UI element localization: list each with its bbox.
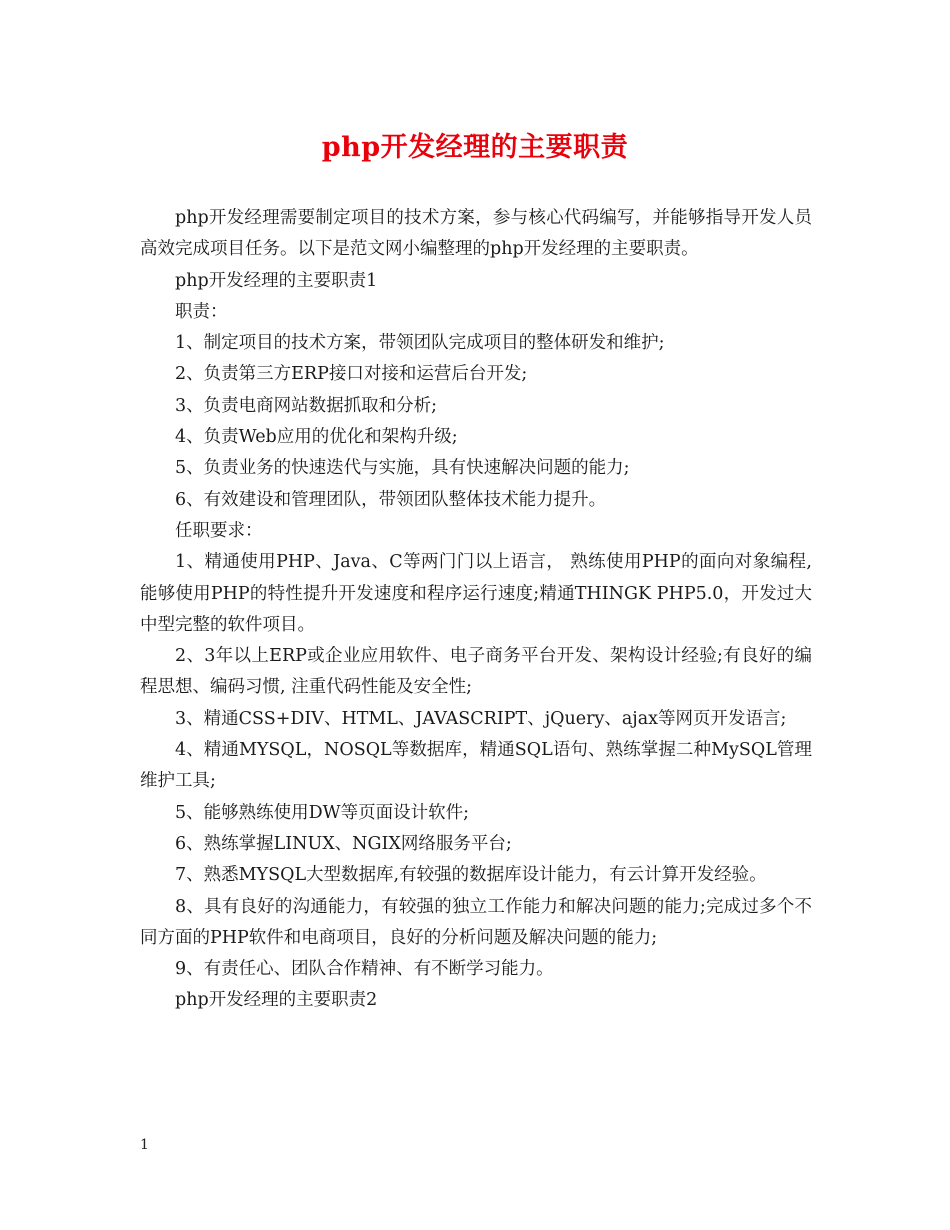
requirement-item: 7、熟悉MYSQL大型数据库,有较强的数据库设计能力，有云计算开发经验。 (175, 865, 767, 886)
requirement-item: 9、有责任心、团队合作精神、有不断学习能力。 (175, 959, 554, 980)
duty-item: 6、有效建设和管理团队，带领团队整体技术能力提升。 (175, 489, 607, 510)
requirement-item: 1、精通使用PHP、Java、C等两门门以上语言， 熟练使用PHP的面向对象编程, 能够使用PHP的特性提升开发速度和程序运行速度;精通THINGK PHP5.0，开发过大中型完整的软件项目。 (140, 552, 812, 635)
document-title: php开发经理的主要职责 (321, 132, 629, 163)
section-heading-2: php开发经理的主要职责2 (175, 990, 378, 1011)
intro-paragraph: php开发经理需要制定项目的技术方案，参与核心代码编写，并能够指导开发人员高效完成项目任务。以下是范文网小编整理的php开发经理的主要职责。 (140, 208, 812, 260)
duty-item: 2、负责第三方ERP接口对接和运营后台开发; (175, 364, 528, 385)
duty-item: 3、负责电商网站数据抓取和分析; (175, 395, 438, 416)
requirement-item: 6、熟练掌握LINUX、NGIX网络服务平台; (175, 833, 512, 854)
requirement-item: 4、精通MYSQL，NOSQL等数据库，精通SQL语句、熟练掌握二种MySQL管理维护工具; (140, 740, 812, 792)
requirement-item: 5、能够熟练使用DW等页面设计软件; (175, 802, 470, 823)
duty-item: 5、负责业务的快速迭代与实施，具有快速解决问题的能力; (175, 458, 630, 479)
requirement-item: 8、具有良好的沟通能力，有较强的独立工作能力和解决问题的能力;完成过多个不同方面的PHP软件和电商项目，良好的分析问题及解决问题的能力; (140, 896, 812, 948)
section-heading-1: php开发经理的主要职责1 (175, 270, 378, 291)
document-body (140, 203, 812, 1017)
requirements-label: 任职要求： (175, 520, 263, 541)
requirement-item: 3、精通CSS+DIV、HTML、JAVASCRIPT、jQuery、ajax等网页开发语言; (175, 708, 787, 729)
requirement-item: 2、3年以上ERP或企业应用软件、电子商务平台开发、架构设计经验;有良好的编程思想、编码习惯, 注重代码性能及安全性; (140, 646, 812, 698)
duty-item: 4、负责Web应用的优化和架构升级; (175, 427, 458, 448)
duty-item: 1、制定项目的技术方案，带领团队完成项目的整体研发和维护; (175, 333, 665, 354)
page-number: 1 (140, 1137, 149, 1153)
duties-label: 职责： (175, 301, 228, 322)
